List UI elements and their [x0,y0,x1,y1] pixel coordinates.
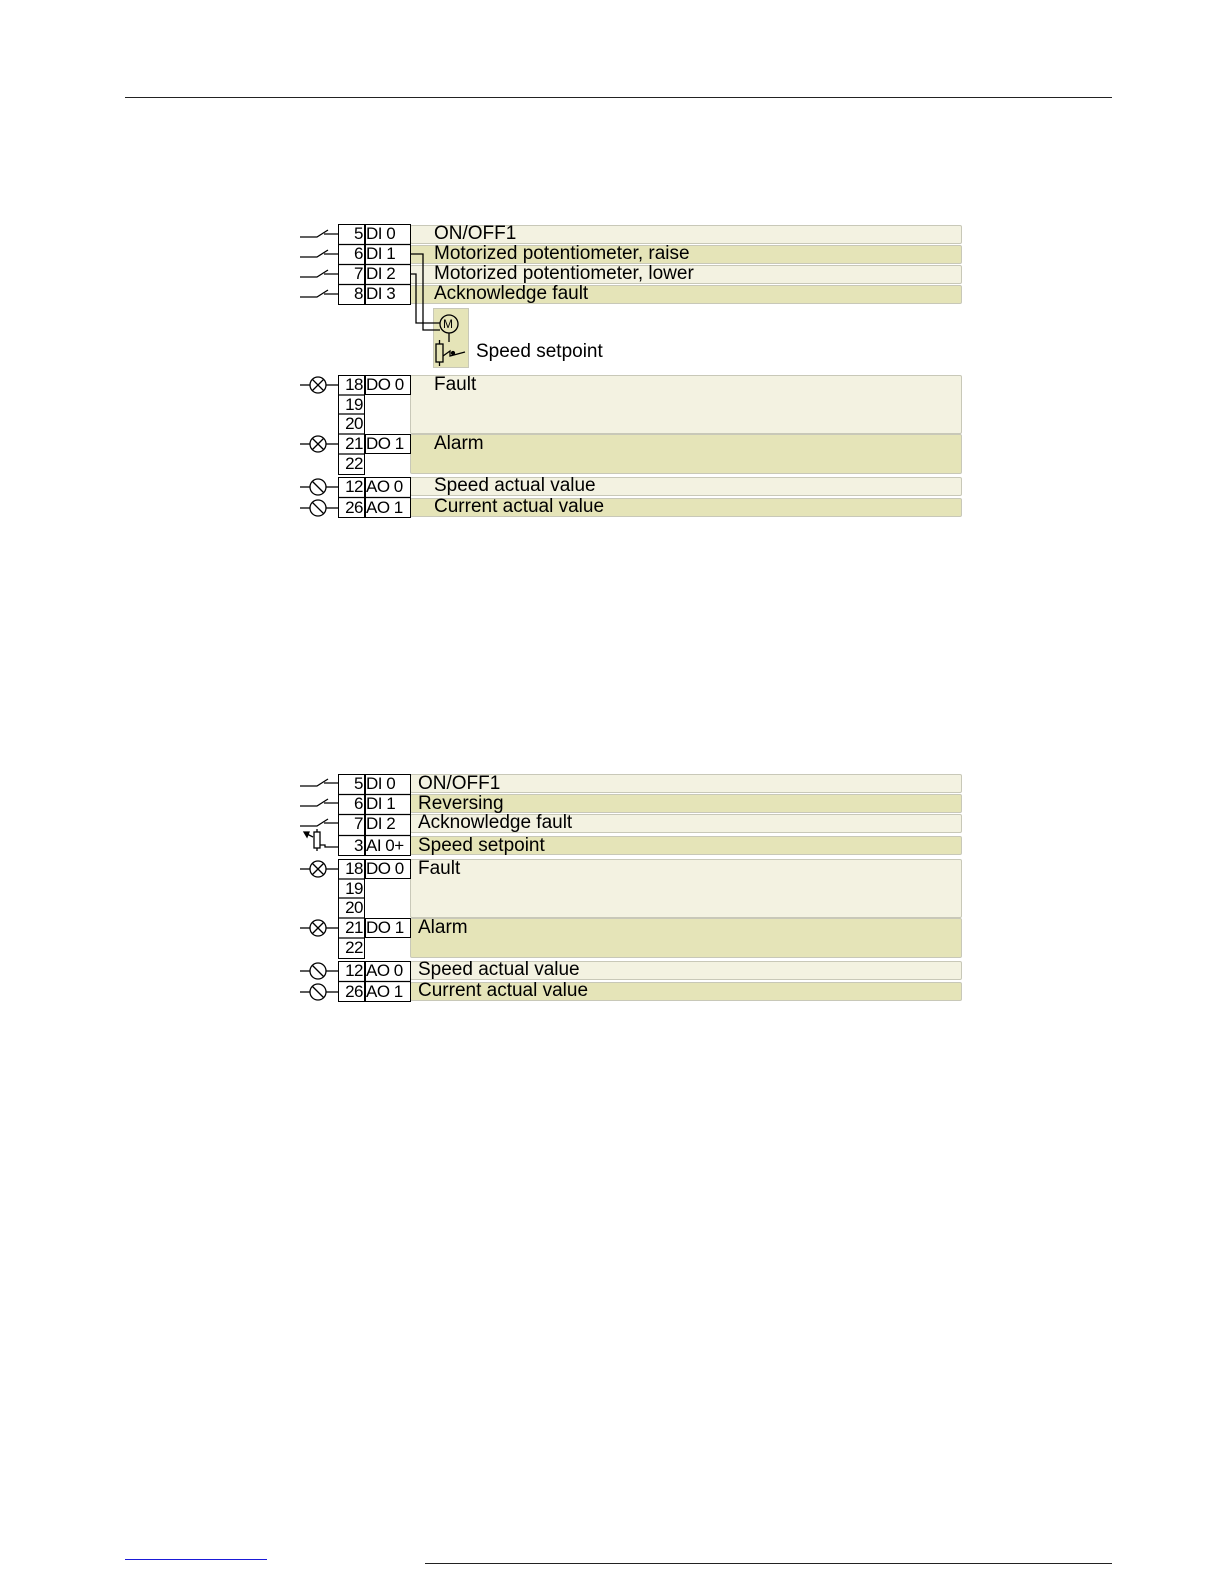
signal-label: Current actual value [418,980,589,1001]
signal-label: Fault [418,858,461,879]
footer-rule [425,1563,1112,1564]
lamp-icon [300,861,338,877]
motor-symbol: M [443,317,453,331]
meter-icon [300,479,338,495]
motor-label: Speed setpoint [476,341,603,362]
switch-icon [300,230,338,237]
switch-icon [300,799,338,806]
terminal-name: DI 2 [366,264,396,283]
meter-icon [300,500,338,516]
meter-icon [300,963,338,979]
terminal-number: 19 [345,879,363,898]
terminal-name: AI 0+ [366,836,404,855]
terminal-name: DI 3 [366,284,396,303]
terminal-number: 5 [354,224,363,243]
terminal-name: DI 0 [366,224,396,243]
terminal-name: DI 2 [366,814,396,833]
signal-label: ON/OFF1 [418,773,501,794]
terminal-name: DO 1 [366,918,404,937]
terminal-number: 12 [345,961,363,980]
potentiometer-icon [304,829,338,851]
wiring-diagram-1 [290,220,970,520]
terminal-name: DI 0 [366,774,396,793]
terminal-number: 20 [345,898,363,917]
terminal-name: DI 1 [366,244,396,263]
signal-label: Fault [434,374,477,395]
lamp-icon [300,436,338,452]
terminal-number: 8 [354,284,363,303]
signal-label: Alarm [418,917,468,938]
terminal-number: 19 [345,395,363,414]
terminal-number: 12 [345,477,363,496]
signal-label: Acknowledge fault [418,812,573,833]
terminal-name: AO 0 [366,961,403,980]
signal-label: Motorized potentiometer, lower [434,263,694,284]
terminal-number: 5 [354,774,363,793]
terminal-number: 21 [345,434,363,453]
meter-icon [300,984,338,1000]
signal-label: Speed actual value [434,475,596,496]
terminal-number: 6 [354,794,363,813]
terminal-number: 7 [354,814,363,833]
switch-icon [300,290,338,297]
terminal-name: DO 0 [366,859,404,878]
terminal-name: AO 0 [366,477,403,496]
wiring-diagram-2 [290,770,970,1005]
lamp-icon [300,920,338,936]
terminal-number: 18 [345,859,363,878]
terminal-name: DO 0 [366,375,404,394]
header-rule [125,97,1112,98]
signal-label: Current actual value [434,496,605,517]
terminal-number: 21 [345,918,363,937]
terminal-number: 26 [345,982,363,1001]
terminal-number: 26 [345,498,363,517]
signal-label: Motorized potentiometer, raise [434,243,690,264]
switch-icon [300,779,338,786]
signal-label: Speed setpoint [418,835,545,856]
lamp-icon [300,377,338,393]
signal-label: Acknowledge fault [434,283,589,304]
signal-label: Alarm [434,433,484,454]
footer-link-rule [125,1559,267,1560]
switch-icon [300,250,338,257]
terminal-number: 22 [345,454,363,473]
terminal-number: 18 [345,375,363,394]
terminal-number: 3 [354,836,363,855]
terminal-name: DI 1 [366,794,396,813]
terminal-name: AO 1 [366,498,403,517]
switch-icon [300,270,338,277]
terminal-number: 6 [354,244,363,263]
signal-label: Speed actual value [418,959,580,980]
signal-label: ON/OFF1 [434,223,517,244]
terminal-number: 7 [354,264,363,283]
signal-label: Reversing [418,793,504,814]
terminal-name: DO 1 [366,434,404,453]
switch-icon [300,819,338,826]
terminal-number: 22 [345,938,363,957]
terminal-number: 20 [345,414,363,433]
terminal-name: AO 1 [366,982,403,1001]
